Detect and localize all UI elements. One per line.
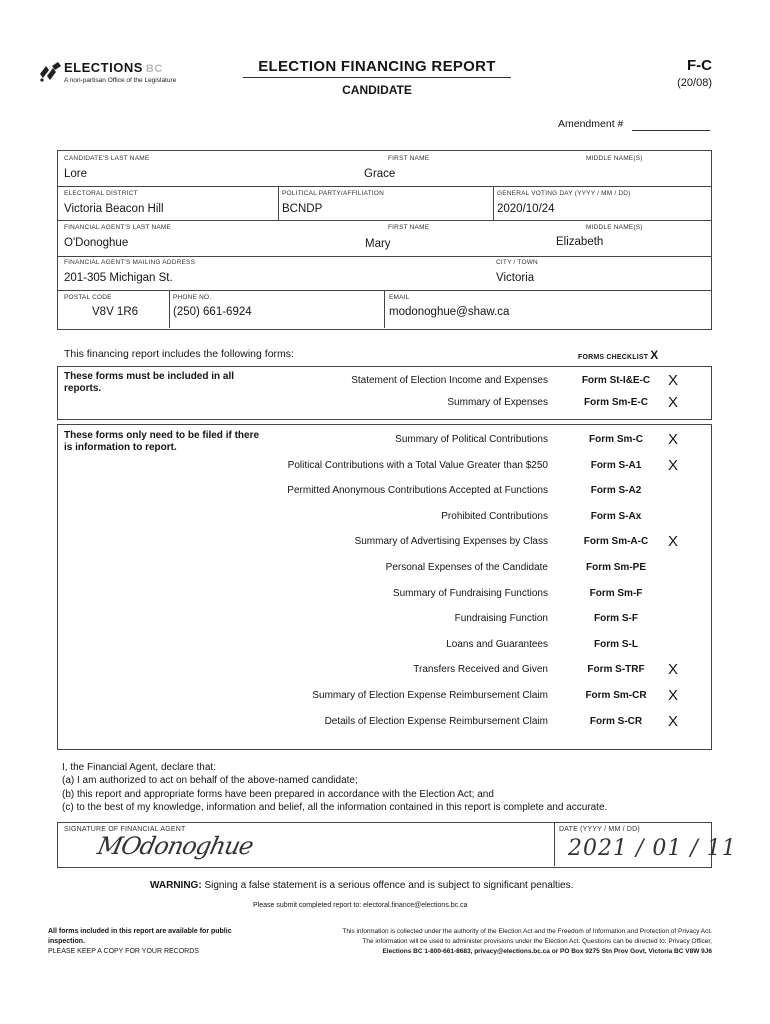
form-code: Form Sm-CR	[585, 690, 647, 701]
required-forms-heading: These forms must be included in all reports.	[64, 371, 235, 394]
form-name: Summary of Expenses	[447, 397, 548, 408]
form-checkbox[interactable]: X	[668, 394, 679, 411]
candidate-first-name-field[interactable]: Grace	[364, 168, 396, 180]
email-label: EMAIL	[389, 294, 410, 301]
agent-address-field[interactable]: 201-305 Michigan St.	[64, 272, 173, 284]
form-checkbox[interactable]: X	[668, 661, 679, 679]
divider	[384, 290, 385, 328]
form-code: Form Sm-PE	[585, 562, 646, 573]
agent-first-name-label: FIRST NAME	[388, 224, 430, 231]
form-version: (20/08)	[677, 77, 712, 89]
form-code: Form S-A1	[590, 459, 642, 471]
form-code: Form S-Ax	[590, 510, 642, 522]
report-title: ELECTION FINANCING REPORT	[258, 58, 496, 75]
logo-name: ELECTIONS BC	[64, 60, 163, 75]
divider	[57, 220, 711, 221]
form-name: Loans and Guarantees	[446, 638, 548, 650]
keep-copy-note: PLEASE KEEP A COPY FOR YOUR RECORDS	[48, 948, 199, 955]
form-name: Political Contributions with a Total Value Greater than $250	[287, 459, 548, 471]
candidate-first-name-label: FIRST NAME	[388, 155, 430, 162]
form-name: Summary of Election Expense Reimbursement Claim	[312, 690, 548, 701]
divider	[554, 822, 555, 866]
public-inspection-note: All forms included in this report are available for public inspection.	[48, 928, 232, 945]
agent-middle-name-field[interactable]: Elizabeth	[556, 236, 604, 248]
postal-code-label: POSTAL CODE	[64, 294, 112, 301]
declaration-line: (a) I am authorized to act on behalf of the above-named candidate;	[62, 775, 358, 787]
form-name: Personal Expenses of the Candidate	[385, 562, 548, 573]
form-checkbox[interactable]: X	[668, 431, 679, 448]
form-name: Permitted Anonymous Contributions Accepted at Functions	[287, 485, 548, 497]
privacy-notice: This information is collected under the authority of the Election Act and the Freedom of Information and Protection of Privacy Act. The information will be used to administer provisions under the Election Act. Questions can be directed to: Privacy Officer, Elections BC 1-800-661-8683, privacy@elections.bc.ca or PO Box 9275 Stn Prov Govt, Victoria BC V8W 9J6	[342, 928, 712, 955]
date-field[interactable]: 2021 / 01 / 11	[568, 836, 737, 861]
form-checkbox[interactable]: X	[668, 687, 679, 704]
signature-label: SIGNATURE OF FINANCIAL AGENT	[64, 826, 186, 833]
district-field[interactable]: Victoria Beacon Hill	[64, 203, 164, 215]
divider	[169, 290, 170, 328]
form-code: Form Sm-E-C	[584, 397, 648, 408]
form-code: Form Sm-F	[589, 587, 643, 599]
form-code: Form Sm-A-C	[583, 536, 649, 548]
voting-day-field[interactable]: 2020/10/24	[497, 203, 555, 215]
form-checkbox[interactable]: X	[668, 372, 679, 389]
form-code: Form St-I&E-C	[581, 375, 651, 386]
form-name: Details of Election Expense Reimbursement Claim	[324, 715, 548, 727]
warning-text: WARNING: Signing a false statement is a serious offence and is subject to significant penalties.	[150, 880, 574, 891]
agent-address-label: FINANCIAL AGENT'S MAILING ADDRESS	[64, 259, 196, 266]
form-name: Transfers Received and Given	[413, 664, 548, 676]
party-label: POLITICAL PARTY/AFFILIATION	[282, 190, 384, 197]
optional-forms-heading: These forms only need to be filed if there is information to report.	[64, 430, 260, 453]
logo-tagline: A non-partisan Office of the Legislature	[64, 77, 177, 84]
form-code: Form S-L	[594, 638, 638, 650]
phone-field[interactable]: (250) 661-6924	[173, 306, 252, 318]
form-code: Form S-TRF	[587, 664, 645, 676]
amendment-label: Amendment #	[558, 118, 624, 130]
amendment-field[interactable]	[632, 130, 710, 131]
form-checkbox[interactable]: X	[668, 533, 679, 551]
district-label: ELECTORAL DISTRICT	[64, 190, 138, 197]
form-checkbox[interactable]: X	[668, 712, 679, 730]
candidate-last-name-label: CANDIDATE'S LAST NAME	[64, 155, 150, 162]
agent-city-label: CITY / TOWN	[496, 259, 538, 266]
voting-day-label: GENERAL VOTING DAY (YYYY / MM / DD)	[497, 190, 631, 197]
form-name: Statement of Election Income and Expenses	[351, 375, 548, 386]
date-label: DATE (YYYY / MM / DD)	[559, 826, 640, 833]
divider	[57, 256, 711, 257]
form-code: F-C	[687, 57, 712, 74]
form-code: Form Sm-C	[589, 434, 643, 445]
agent-first-name-field[interactable]: Mary	[365, 238, 391, 250]
declaration-line: I, the Financial Agent, declare that:	[62, 762, 216, 773]
form-checkbox[interactable]: X	[668, 456, 679, 474]
form-name: Prohibited Contributions	[441, 510, 548, 522]
form-code: Form S-CR	[589, 715, 643, 727]
declaration-line: (c) to the best of my knowledge, information and belief, all the information contained in this report is complete and accurate.	[62, 801, 608, 813]
candidate-last-name-field[interactable]: Lore	[64, 168, 88, 180]
agent-city-field[interactable]: Victoria	[496, 272, 535, 284]
candidate-middle-name-label: MIDDLE NAME(S)	[586, 155, 643, 162]
declaration-line: (b) this report and appropriate forms have been prepared in accordance with the Election Act; and	[62, 788, 494, 800]
agent-middle-name-label: MIDDLE NAME(S)	[586, 224, 643, 231]
report-subtitle: CANDIDATE	[342, 83, 412, 97]
form-name: Summary of Political Contributions	[395, 434, 548, 445]
form-name: Summary of Fundraising Functions	[392, 587, 548, 599]
form-name: Fundraising Function	[454, 613, 548, 625]
phone-label: PHONE NO.	[173, 294, 212, 301]
postal-code-field[interactable]: V8V 1R6	[92, 306, 139, 318]
divider	[278, 186, 279, 220]
email-field[interactable]: modonoghue@shaw.ca	[389, 306, 510, 318]
divider	[57, 186, 711, 187]
agent-last-name-field[interactable]: O'Donoghue	[64, 237, 129, 249]
form-code: Form S-A2	[590, 485, 642, 497]
party-field[interactable]: BCNDP	[282, 203, 323, 215]
title-underline	[243, 77, 511, 78]
signature-field[interactable]: MOdonoghue	[95, 832, 256, 860]
form-code: Form S-F	[594, 613, 638, 625]
forms-checklist-heading: FORMS CHECKLIST X	[578, 348, 659, 362]
form-name: Summary of Advertising Expenses by Class	[354, 536, 548, 548]
divider	[493, 186, 494, 220]
agent-last-name-label: FINANCIAL AGENT'S LAST NAME	[64, 224, 172, 231]
submit-instructions: Please submit completed report to: electoral.finance@elections.bc.ca	[253, 902, 468, 909]
logo-mark-icon	[38, 62, 62, 82]
elections-bc-logo	[38, 58, 218, 88]
forms-intro: This financing report includes the following forms:	[64, 348, 294, 360]
